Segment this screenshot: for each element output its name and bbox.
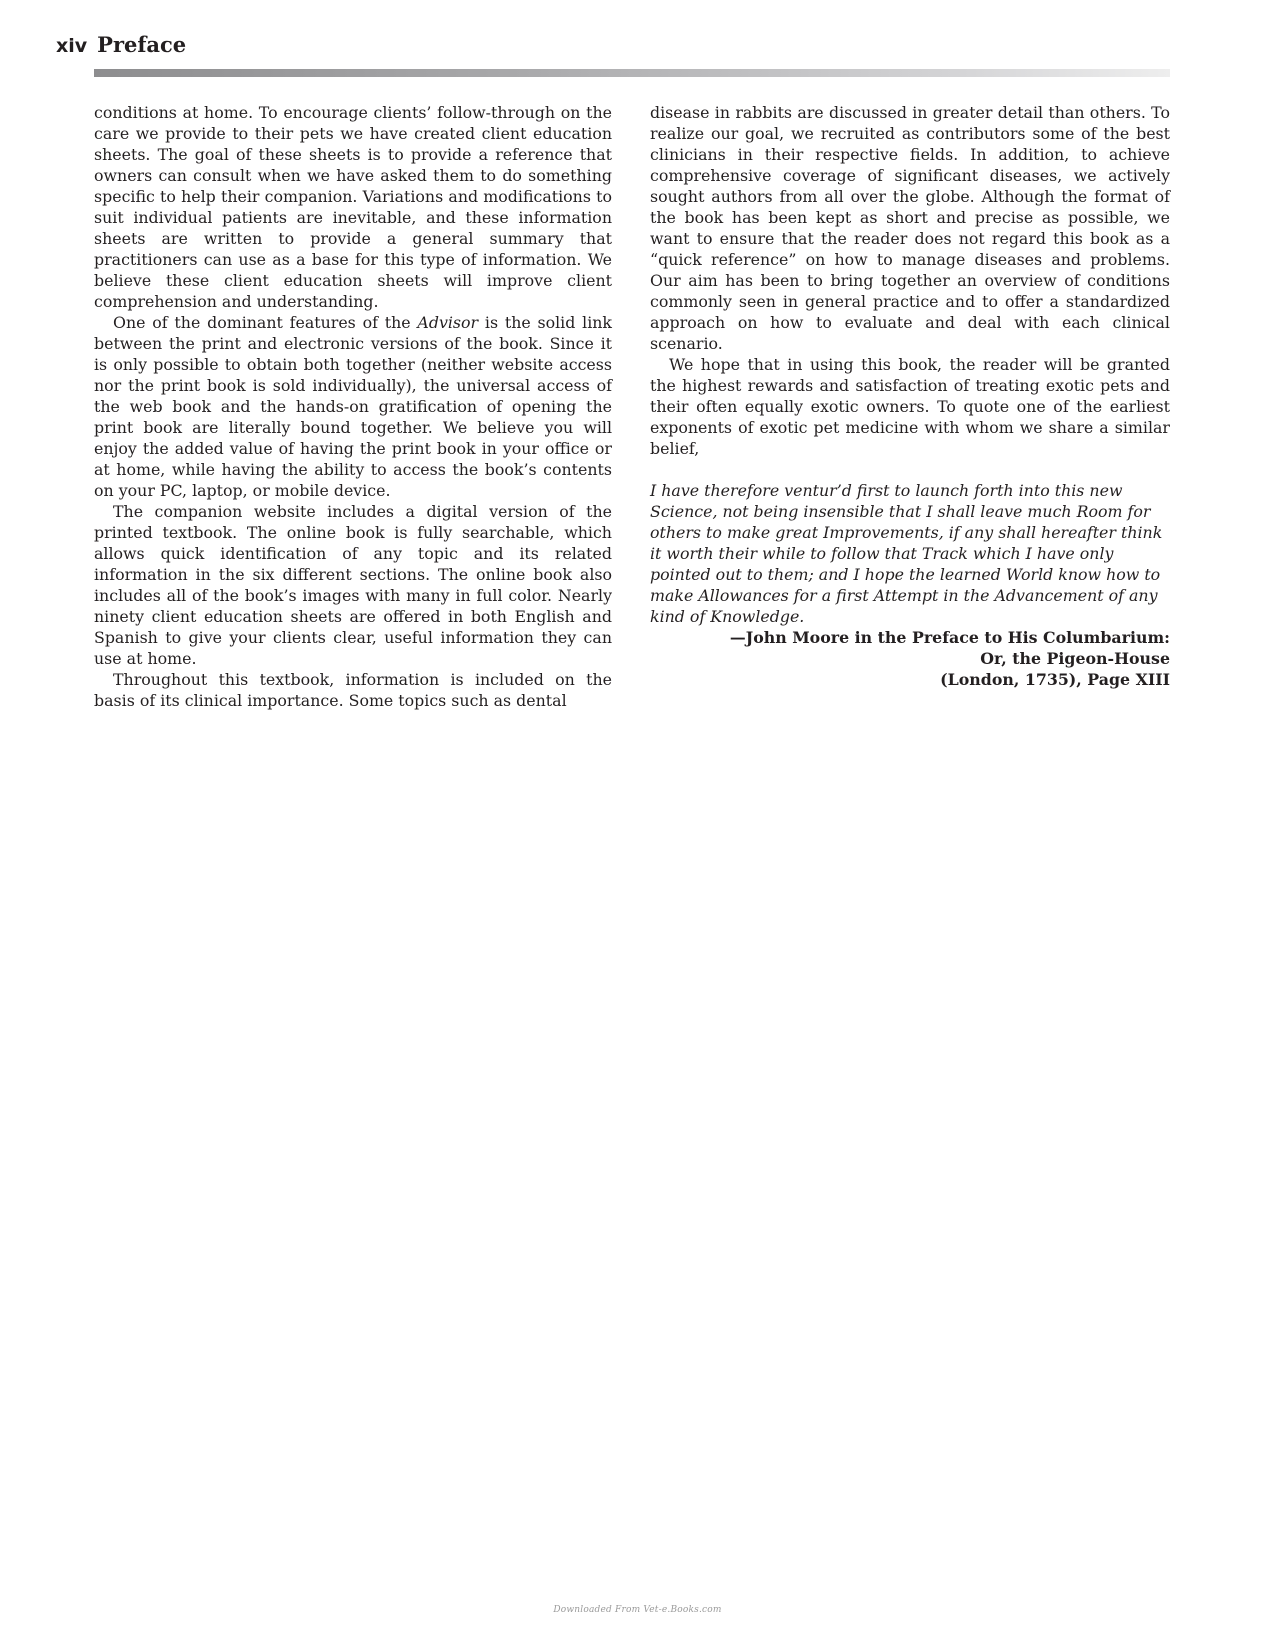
- attribution-line: Or, the Pigeon-House: [980, 649, 1170, 668]
- paragraph-text: is the solid link between the print and electronic versions of the book. Since it is only possible to obtain both together (neither website access nor the print book is sold individually), the universal access of the web book and the hands-on gratification of opening the print book are literally bound together. We believe you will enjoy the added value of having the print book in your office or at home, while having the ability to access the book’s contents on your PC, laptop, or mobile device.: [94, 313, 612, 500]
- footer-watermark: Downloaded From Vet-e.Books.com: [553, 1605, 722, 1615]
- quote-attribution: [650, 627, 1170, 690]
- paragraph: The companion website includes a digital version of the printed textbook. The online book is fully searchable, which allows quick identification of any topic and its related information in the six different sections. The online book also includes all of the book’s images with many in full color. Nearly ninety client education sheets are offered in both English and Spanish to give your clients clear, useful information they can use at home.: [94, 502, 612, 668]
- page-number: xiv: [56, 35, 88, 57]
- right-column: [650, 102, 1170, 690]
- block-quote: I have therefore ventur’d first to launch forth into this new Science, not being insensible that I shall leave much Room for others to make great Improvements, if any shall hereafter think it worth their while to follow that Track which I have only pointed out to them; and I hope the learned World know how to make Allowances for a first Attempt in the Advancement of any kind of Knowledge.: [650, 481, 1163, 626]
- left-column: [94, 102, 612, 711]
- paragraph: disease in rabbits are discussed in greater detail than others. To realize our goal, we recruited as contributors some of the best clinicians in their respective fields. In addition, to achieve comprehensive coverage of significant diseases, we actively sought authors from all over the globe. Although the format of the book has been kept as short and precise as possible, we want to ensure that the reader does not regard this book as a “quick reference” on how to manage diseases and problems. Our aim has been to bring together an overview of conditions commonly seen in general practice and to offer a standardized approach on how to evaluate and deal with each clinical scenario.: [650, 103, 1170, 353]
- attribution-line: (London, 1735), Page XIII: [940, 670, 1170, 689]
- paragraph: [94, 312, 612, 501]
- paragraph: We hope that in using this book, the reader will be granted the highest rewards and satisfaction of treating exotic pets and their often equally exotic owners. To quote one of the earliest exponents of exotic pet medicine with whom we share a similar belief,: [650, 355, 1170, 458]
- header-rule: [94, 69, 1170, 77]
- page-title: Preface: [97, 32, 187, 57]
- paragraph: conditions at home. To encourage clients’ follow-through on the care we provide to their pets we have created client education sheets. The goal of these sheets is to provide a reference that owners can consult when we have asked them to do something specific to help their companion. Variations and modifications to suit individual patients are inevitable, and these information sheets are written to provide a general summary that practitioners can use as a base for this type of information. We believe these client education sheets will improve client comprehension and understanding.: [94, 103, 612, 311]
- book-title-italic: Advisor: [417, 313, 479, 332]
- running-header: [56, 32, 186, 62]
- paragraph-text: One of the dominant features of the: [113, 313, 418, 332]
- attribution-line: —John Moore in the Preface to His Columbarium:: [729, 628, 1170, 647]
- paragraph: Throughout this textbook, information is included on the basis of its clinical importance. Some topics such as dental: [94, 670, 612, 710]
